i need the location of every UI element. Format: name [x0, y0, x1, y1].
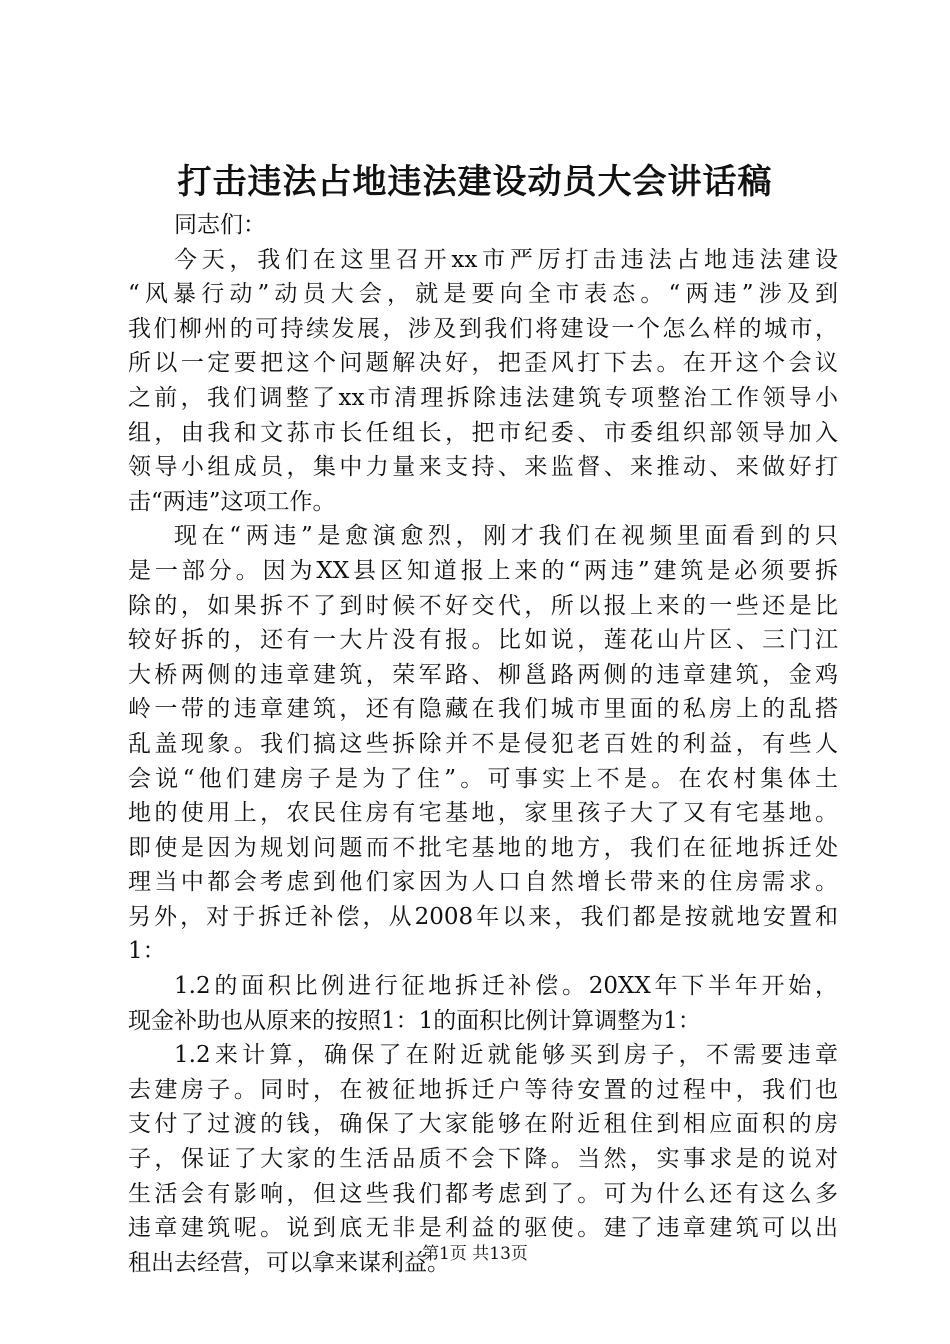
- text-line: 支付了过渡的钱，确保了大家能够在附近租住到相应面积的房: [128, 1111, 838, 1138]
- text-line: 另外，对于拆迁补偿，从2008年以来，我们都是按就地安置和: [128, 903, 838, 930]
- text-line: 领导小组成员，集中力量来支持、来监督、来推动、来做好打: [128, 454, 838, 481]
- text-line: 会说“他们建房子是为了住”。可事实上不是。在农村集体土: [128, 765, 838, 792]
- text-line: 租出去经营，可以拿来谋利益。: [128, 1249, 450, 1276]
- text-line: 1：: [128, 938, 166, 965]
- text-line: 之前，我们调整了xx市清理拆除违法建筑专项整治工作领导小: [128, 384, 838, 411]
- text-line: 生活会有影响，但这些我们都考虑到了。可为什么还有这么多: [128, 1180, 838, 1207]
- text-line: 1.2的面积比例进行征地拆迁补偿。20XX年下半年开始，: [174, 973, 838, 1000]
- text-line: 违章建筑呢。说到底无非是利益的驱使。建了违章建筑可以出: [128, 1215, 838, 1242]
- text-line: 我们柳州的可持续发展，涉及到我们将建设一个怎么样的城市，: [128, 315, 838, 342]
- text-line: 子，保证了大家的生活品质不会下降。当然，实事求是的说对: [128, 1146, 838, 1173]
- text-line: 大桥两侧的违章建筑，荣军路、柳邕路两侧的违章建筑，金鸡: [128, 661, 838, 688]
- text-line: 去建房子。同时，在被征地拆迁户等待安置的过程中，我们也: [128, 1076, 838, 1103]
- text-line: 即使是因为规划问题而不批宅基地的地方，我们在征地拆迁处: [128, 834, 838, 861]
- text-line: 岭一带的违章建筑，还有隐藏在我们城市里面的私房上的乱搭: [128, 696, 838, 723]
- greeting-line: 同志们：: [174, 212, 266, 238]
- text-line: 理当中都会考虑到他们家因为人口自然增长带来的住房需求。: [128, 869, 838, 896]
- document-title: 打击违法占地违法建设动员大会讲话稿: [177, 162, 773, 202]
- text-line: 今天，我们在这里召开xx市严厉打击违法占地违法建设: [174, 246, 838, 273]
- text-line: 现金补助也从原来的按照1：1的面积比例计算调整为1：: [128, 1007, 701, 1034]
- document-body: [128, 208, 838, 1280]
- body-text: [128, 243, 838, 1281]
- text-line: 所以一定要把这个问题解决好，把歪风打下去。在开这个会议: [128, 350, 838, 377]
- page-footer: 第1页 共13页: [422, 1244, 528, 1264]
- text-line: 现在“两违”是愈演愈烈，刚才我们在视频里面看到的只: [174, 523, 838, 550]
- text-line: 乱盖现象。我们搞这些拆除并不是侵犯老百姓的利益，有些人: [128, 730, 838, 757]
- text-line: 较好拆的，还有一大片没有报。比如说，莲花山片区、三门江: [128, 627, 838, 654]
- text-line: 除的，如果拆不了到时候不好交代，所以报上来的一些还是比: [128, 592, 838, 619]
- text-line: 击“两违”这项工作。: [128, 488, 336, 515]
- text-line: 地的使用上，农民住房有宅基地，家里孩子大了又有宅基地。: [128, 800, 838, 827]
- text-line: “风暴行动”动员大会，就是要向全市表态。“两违”涉及到: [128, 281, 838, 308]
- text-line: 组，由我和文荪市长任组长，把市纪委、市委组织部领导加入: [128, 419, 838, 446]
- text-line: 是一部分。因为XX县区知道报上来的“两违”建筑是必须要拆: [128, 557, 838, 584]
- text-line: 1.2来计算，确保了在附近就能够买到房子，不需要违章: [174, 1042, 838, 1069]
